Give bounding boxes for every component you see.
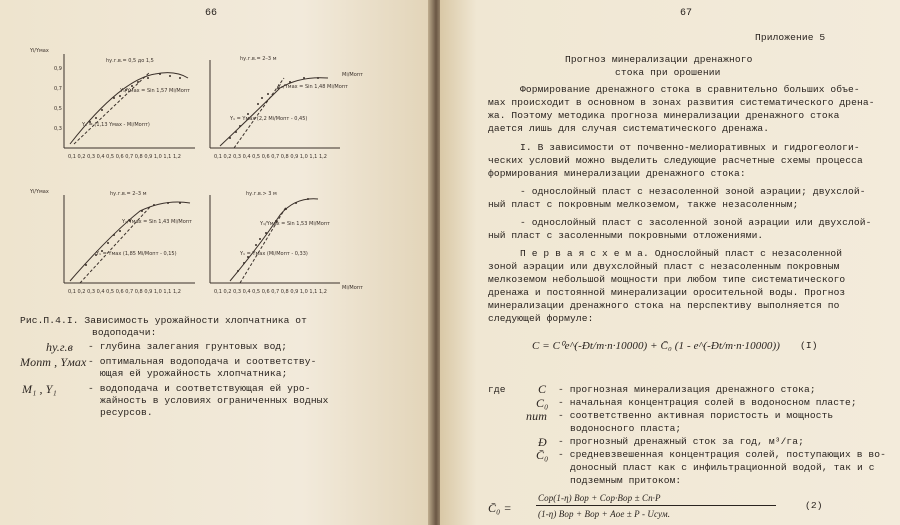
section-title-cont: стока при орошении (615, 67, 721, 78)
def-text: водоносного пласта; (570, 423, 682, 434)
paragraph-line: П е р в а я с х е м а. Однослойный пласт с незасоленной (520, 248, 843, 259)
graph-formula-upper: Y₁/Yмах = Sin 1,43 Mi/Mопт (122, 219, 192, 225)
bullet-line: - однослойный пласт с незасоленной зоной аэрации; двухслой- (520, 186, 866, 197)
svg-text:0,1 0,2 0,3 0,4 0,5 0,6 0,7 0,: 0,1 0,2 0,3 0,4 0,5 0,6 0,7 0,8 0,9 1,0 1,1 1,2 (214, 289, 327, 295)
graph-4 (200, 185, 370, 303)
paragraph-line: жа. Поэтому методика прогноза минерализации дренажного стока (488, 110, 840, 121)
bullet-line: ный пласт с засоленными покровными отложениями. (488, 230, 764, 241)
legend-text: ресурсов. (100, 407, 153, 418)
svg-text:0,1 0,2 0,3 0,4 0,5 0,6 0,7 0,: 0,1 0,2 0,3 0,4 0,5 0,6 0,7 0,8 0,9 1,0 1,1 1,2 (68, 289, 181, 295)
paragraph-line: формирования минерализации дренажного стока: (488, 168, 746, 179)
def-text: - начальная концентрация солей в водоносном пласте; (558, 397, 857, 408)
def-text: доносный пласт как с инфильтрационной водой, так и с (570, 462, 875, 473)
graph-title: hу.г.в.= 2–3 м (240, 56, 277, 62)
legend-symbol: Mопт , Yмах (20, 355, 87, 369)
legend-text: - глубина залегания грунтовых вод; (88, 341, 288, 352)
graph-2 (200, 48, 370, 168)
paragraph-line: следующей формуле: (488, 313, 594, 324)
formula-1: C = C⁰e^(-Đt/m·n·10000) + C̄₀ (1 - e^(-Đt/m·n·10000)) (532, 340, 781, 352)
figure-caption-cont: водоподачи: (92, 327, 157, 338)
y-axis-label: Yi/Yмах (30, 48, 49, 54)
appendix-label: Приложение 5 (755, 32, 826, 43)
graph-formula-lower: Y₁ = Yмах (2,2 Mi/Mопт - 0,45) (230, 116, 308, 122)
left-page (0, 0, 432, 525)
paragraph-line: дренажа и постоянной минерализации оросительной воды. Прогноз (488, 287, 846, 298)
graph-formula-upper: Y₁/Yмах = Sin 1,53 Mi/Mопт (260, 221, 330, 227)
fraction-bar (536, 505, 776, 506)
svg-text:0,3: 0,3 (54, 126, 62, 132)
paragraph-line: дается лишь для случая систематического дренажа. (488, 123, 770, 134)
graph-formula-lower: Y₁ = Yмах (1,85 Mi/Mопт - 0,15) (96, 251, 177, 257)
legend-symbol: M₁ , Y₁ (22, 382, 57, 396)
formula-2-number: (2) (805, 500, 823, 511)
legend-text: - водоподача и соответствующая ей уро- (88, 383, 311, 394)
svg-text:0,1 0,2 0,3 0,4 0,5 0,6 0,7 0,: 0,1 0,2 0,3 0,4 0,5 0,6 0,7 0,8 0,9 1,0 1,1 1,2 (214, 154, 327, 160)
def-symbol: C (538, 382, 547, 396)
legend-text: жайность в условиях ограниченных водных (100, 395, 329, 406)
def-symbol: nиm (526, 409, 547, 423)
graph-formula-upper: Y₁/Yмах = Sin 1,57 Mi/Mопт (120, 88, 190, 94)
def-text: - прогнозный дренажный сток за год, м³/га; (558, 436, 805, 447)
section-title: Прогноз минерализации дренажного (565, 54, 753, 65)
def-text: - средневзвешенная концентрация солей, поступающих в во- (558, 449, 887, 460)
paragraph-line: зоной аэрации или двухслойный пласт с незасоленным покровным (488, 261, 840, 272)
legend-symbol: hу.г.в (46, 340, 73, 354)
graph-1 (30, 40, 200, 168)
figure-caption: Рис.П.4.I. Зависимость урожайности хлопчатника от (20, 315, 308, 326)
graph-formula-lower: Y₁ = Yмах (Mi/Mопт - 0,33) (240, 251, 308, 257)
right-page (440, 0, 900, 525)
paragraph-line: мелкоземом небольшой мощности при любом типе систематического (488, 274, 846, 285)
graph-3 (30, 185, 200, 303)
formula-2-denominator: (1-η) Bор + Bор + Aое ± P - Uсум. (538, 509, 671, 519)
graph-title: hу.г.в.> 3 м (246, 191, 277, 197)
legend-text: - оптимальная водоподача и соответству- (88, 356, 317, 367)
svg-text:0,9: 0,9 (54, 66, 62, 72)
def-text: - прогнозная минерализация дренажного стока; (558, 384, 816, 395)
svg-text:0,1 0,2 0,3 0,4 0,5 0,6 0,7 0,: 0,1 0,2 0,3 0,4 0,5 0,6 0,7 0,8 0,9 1,0 1,1 1,2 (68, 154, 181, 160)
paragraph-line: мах происходит в основном в зонах развития систематического дрена- (488, 97, 875, 108)
formula-1-number: (I) (800, 340, 818, 351)
def-symbol: C̄₀ (536, 448, 549, 462)
paragraph-line: I. В зависимости от почвенно-мелиоративных и гидрогеологи- (520, 142, 860, 153)
paragraph-line: минерализации дренажного стока на перспективу выполняется по (488, 300, 840, 311)
formula-2-lhs: C̄₀ = (488, 501, 512, 515)
graph-formula-lower: Y₁ = (1,13 Yмах - Mi/Mопт) (82, 122, 150, 128)
bullet-line: ный пласт с покровным мелкоземом, также незасоленным; (488, 199, 799, 210)
y-axis-label: Yi/Yмах (30, 189, 49, 195)
legend-text: ющая ей урожайность хлопчатника; (100, 368, 288, 379)
graph-title: hу.г.в.= 2–3 м (110, 191, 147, 197)
graph-title: hу.г.в.= 0,5 до 1,5 (106, 58, 154, 64)
where-label: где (488, 384, 506, 395)
page-number: 66 (205, 8, 218, 19)
def-text: - соответственно активная пористость и мощность (558, 410, 834, 421)
bullet-line: - однослойный пласт с засоленной зоной аэрации или двухслой- (520, 217, 872, 228)
paragraph-line: ческих условий можно выделить следующие расчетные схемы процесса (488, 155, 863, 166)
def-symbol: C₀ (536, 396, 549, 410)
formula-2-numerator: Cор(1-η) Bор + Cор·Bор ± Cп·P (538, 493, 661, 503)
svg-text:0,7: 0,7 (54, 86, 62, 92)
paragraph-line: Формирование дренажного стока в сравнительно больших объе- (520, 84, 860, 95)
svg-text:0,5: 0,5 (54, 106, 62, 112)
x-axis-label: Mi/Mопт (342, 285, 363, 291)
x-axis-label: Mi/Mопт (342, 72, 363, 78)
def-symbol: Đ (538, 435, 547, 449)
def-text: подземным притоком: (570, 475, 682, 486)
page-number: 67 (680, 8, 693, 19)
graph-formula-upper: Y₁/Yмах = Sin 1,48 Mi/Mопт (278, 84, 348, 90)
